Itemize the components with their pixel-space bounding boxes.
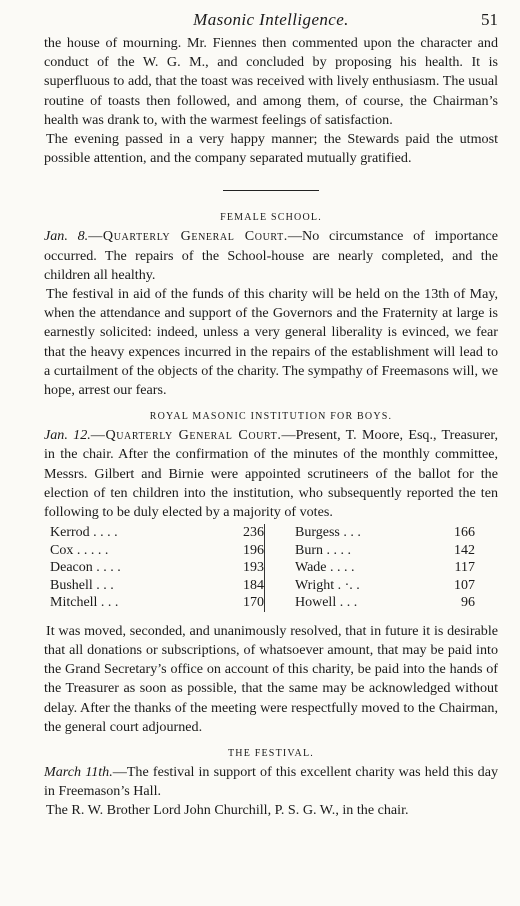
female-school-heading: FEMALE SCHOOL.	[220, 212, 322, 224]
election-result-row	[50, 577, 264, 595]
festival-date: March 11th.	[44, 763, 113, 780]
boys-institution-paragraph-1	[44, 426, 498, 522]
vote-count: 193	[243, 560, 264, 576]
election-result-row	[50, 594, 264, 612]
intro-paragraph-1: the house of mourning. Mr. Fiennes then commented upon the character and conduct of the W. G. M., and concluded by proposing his health. It is superfluous to add, that the toast was received with lively enthusiasm. The usual routine of toasts then followed, and among them, of course, the Chairman’s health was drank to, with the warmest feelings of satisfaction.	[44, 35, 498, 128]
section-divider	[223, 190, 319, 191]
vote-count: 96	[461, 595, 475, 611]
festival-paragraph-1	[44, 763, 498, 801]
vote-count: 142	[454, 542, 475, 558]
vote-count: 196	[243, 542, 264, 558]
candidate-name: Cox . . . . .	[50, 542, 109, 558]
election-result-row	[295, 524, 475, 542]
vote-count: 170	[243, 595, 264, 611]
candidate-name: Mitchell . . .	[50, 595, 119, 611]
female-school-paragraph-1-text: —No circumstance of importance occurred. The repairs of the School-house are nearly completed, and the children all healthy.	[44, 228, 499, 283]
vote-count: 117	[454, 560, 475, 576]
candidate-name: Howell . . .	[295, 595, 358, 611]
festival-heading: THE FESTIVAL.	[228, 747, 314, 759]
candidate-name: Burn . . . .	[295, 542, 351, 558]
boys-institution-date: Jan. 12.	[44, 427, 91, 444]
boys-institution-court-label: —Quarterly General Court.	[90, 427, 282, 444]
boys-institution-paragraph-1-text: —Present, T. Moore, Esq., Treasurer, in the chair. After the confirmation of the minutes of the monthly committee, Messrs. Gilbert and Birnie were appointed scrutineers of the ballot for the election of ten children into the institution, who subsequently reported the ten following to be duly elected by a majority of votes.	[44, 427, 498, 521]
vote-count: 236	[243, 525, 264, 541]
election-result-row	[295, 577, 475, 595]
election-result-row	[50, 542, 264, 560]
page-header	[44, 8, 498, 34]
election-result-row	[50, 524, 264, 542]
page-number: 51	[481, 10, 498, 29]
female-school-paragraph-2: The festival in aid of the funds of this charity will be held on the 13th of May, when the attendance and support of the Governors and the Fraternity at large is earnestly solicited: indeed, unless a very general liberality is evinced, we fear that the heavy expences incurred in the repairs of the establishment will lead to a curtailment of the objects of the charity. The sympathy of Freemasons will, we hope, arrest our fears.	[44, 286, 498, 399]
candidate-name: Burgess . . .	[295, 525, 361, 541]
vote-count: 107	[454, 577, 475, 593]
election-results-table	[50, 524, 498, 612]
female-school-date: Jan. 8.	[44, 228, 89, 245]
election-result-row	[295, 594, 475, 612]
vote-count: 166	[454, 525, 475, 541]
boys-institution-paragraph-2: It was moved, seconded, and unanimously resolved, that in future it is desirable that all donations or subscriptions, of whatsoever amount, that may be paid into the Grand Secretary’s office on account of this charity, be paid into the hands of the Treasurer as soon as possible, that the same may be acknowledged without delay. After the thanks of the meeting were respectfully moved to the Chairman, the general court adjourned.	[44, 622, 498, 735]
election-results-right-column	[264, 524, 475, 612]
candidate-name: Bushell . . .	[50, 577, 114, 593]
election-result-row	[295, 559, 475, 577]
intro-paragraph-2: The evening passed in a very happy manner; the Stewards paid the utmost possible attention, and the company separated mutually gratified.	[44, 131, 498, 167]
candidate-name: Wright . ·. .	[295, 577, 360, 593]
candidate-name: Deacon . . . .	[50, 560, 121, 576]
vote-count: 184	[243, 577, 264, 593]
boys-institution-heading: ROYAL MASONIC INSTITUTION FOR BOYS.	[149, 411, 393, 423]
festival-paragraph-2: The R. W. Brother Lord John Churchill, P. S. G. W., in the chair.	[46, 802, 409, 819]
candidate-name: Wade . . . .	[295, 560, 355, 576]
running-title: Masonic Intelligence.	[193, 10, 349, 29]
female-school-court-label: —Quarterly General Court.	[88, 228, 288, 245]
election-results-left-column	[50, 524, 264, 612]
election-result-row	[50, 559, 264, 577]
female-school-paragraph-1	[44, 227, 498, 285]
candidate-name: Kerrod . . . .	[50, 525, 118, 541]
festival-paragraph-1-text: —The festival in support of this excellent charity was held this day in Freemason’s Hall.	[44, 763, 499, 800]
election-result-row	[295, 542, 475, 560]
